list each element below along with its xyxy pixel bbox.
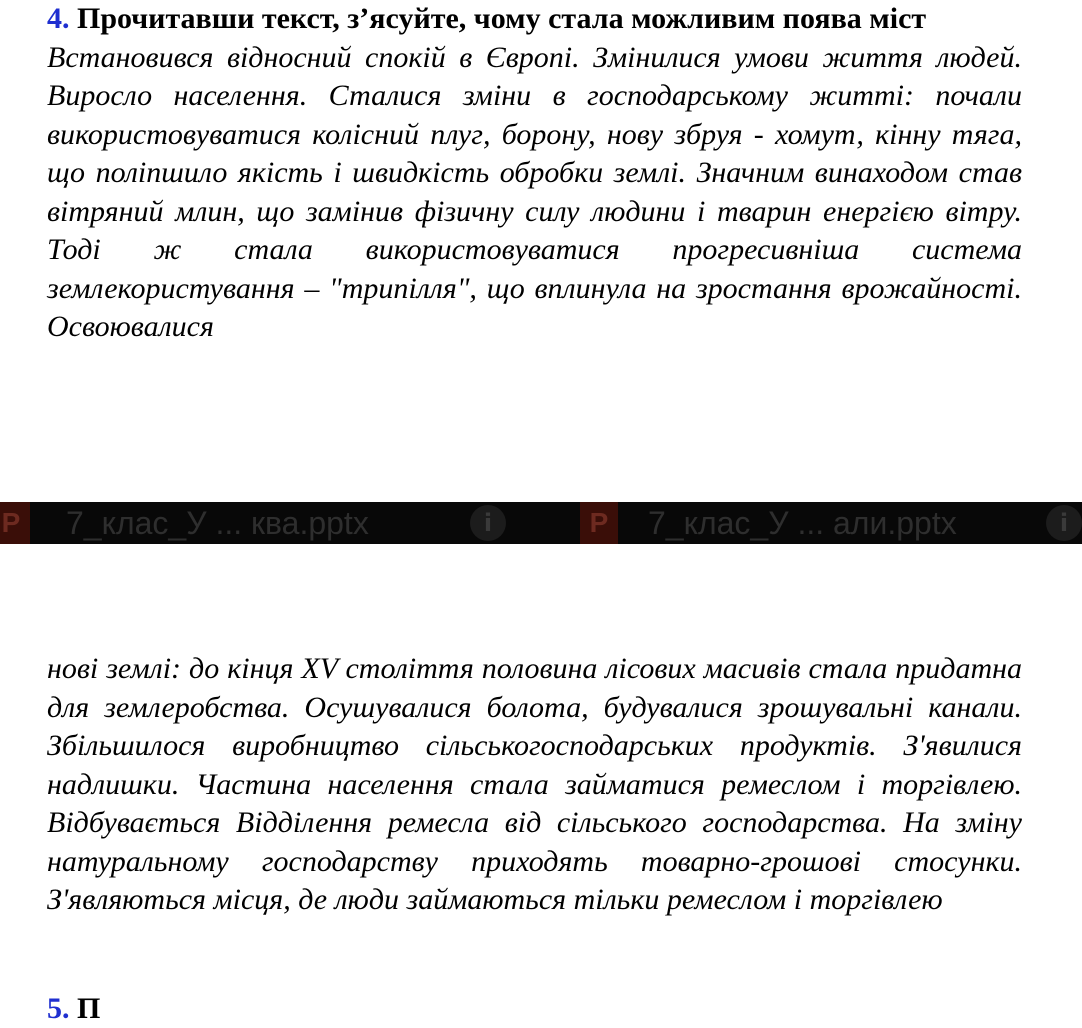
- task-4-heading: [47, 0, 1022, 39]
- file-chip-2[interactable]: [580, 502, 1082, 544]
- document-bottom-section: [47, 650, 1022, 920]
- paragraph-bottom: нові землі: до кінця XV століття половина лісових масивів стала придатна для землеробства. Осушувалися болота, будувалися зрошувальні канали. Збільшилося виробництво сільськогосподарських продуктів. З'явилися надлишки. Частина населення стала займатися ремеслом і торгівлею. Відбувається Відділення ремесла від сільського господарства. На зміну натуральному господарству приходять товарно-грошові стосунки. З'являються місця, де люди займаються тільки ремеслом і торгівлею: [47, 652, 1022, 916]
- file-name-2[interactable]: 7_клас_У ... али.pptx: [648, 505, 957, 541]
- task-4-number: 4.: [47, 2, 70, 35]
- file-chip-1[interactable]: [0, 502, 540, 544]
- powerpoint-icon: P: [580, 502, 618, 544]
- powerpoint-icon: P: [0, 502, 30, 544]
- file-attachment-bar: [0, 502, 1082, 544]
- task-5-heading-cutoff: [47, 990, 1022, 1025]
- task-5-title: П: [69, 992, 101, 1025]
- file-name-1[interactable]: 7_клас_У ... ква.pptx: [66, 505, 369, 541]
- document-top-section: [47, 0, 1022, 347]
- info-icon[interactable]: i: [1046, 505, 1082, 541]
- info-icon[interactable]: i: [470, 505, 506, 541]
- paragraph-top: Встановився відносний спокій в Європі. Змінилися умови життя людей. Виросло населення. Сталися зміни в господарському житті: почали використовуватися колісний плуг, борону, нову збруя - хомут, кінну тяга, що поліпшило якість і швидкість обробки землі. Значним винаходом став вітряний млин, що замінив фізичну силу людини і тварин енергією вітру. Тоді ж стала використовуватися прогресивніша система землекористування – "трипілля", що вплинула на зростання врожайності. Освоювалися: [47, 40, 1022, 343]
- task-4-title: Прочитавши текст, з’ясуйте, чому стала можливим поява міст: [69, 2, 927, 35]
- task-5-number: 5.: [47, 992, 70, 1025]
